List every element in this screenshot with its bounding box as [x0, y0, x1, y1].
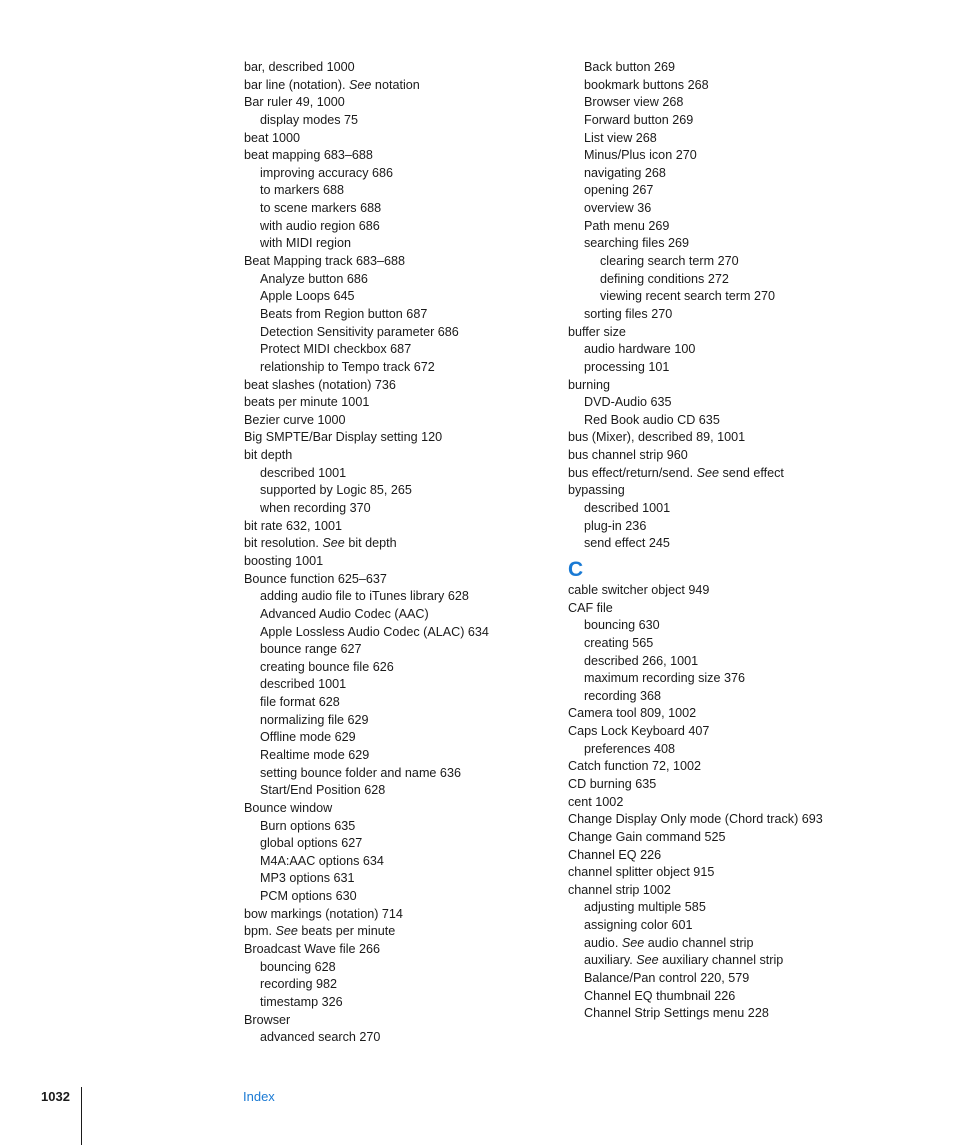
- index-entry-text: preferences 408: [584, 741, 676, 756]
- index-entry-text: Advanced Audio Codec (AAC): [260, 606, 429, 621]
- index-entry-text: audio hardware 100: [584, 342, 696, 357]
- index-entry-text: beat mapping 683–688: [244, 148, 373, 163]
- index-entry-text: to markers 688: [260, 183, 344, 198]
- index-entry-text: bounce range 627: [260, 642, 362, 657]
- index-entry: [568, 635, 868, 653]
- index-entry: [568, 723, 868, 741]
- index-entry: [244, 676, 554, 694]
- index-entry-text: overview 36: [584, 201, 652, 216]
- index-entry-text: bit depth: [244, 448, 293, 463]
- index-entry: [568, 653, 868, 671]
- index-entry-text: Bezier curve 1000: [244, 412, 346, 427]
- see-reference: See: [322, 536, 345, 551]
- index-entry-text: bit resolution.: [244, 536, 323, 551]
- index-entry-text: boosting 1001: [244, 553, 324, 568]
- index-entry-text: creating bounce file 626: [260, 659, 394, 674]
- index-entry: [244, 747, 554, 765]
- see-target: beats per minute: [297, 924, 396, 939]
- index-entry: [244, 130, 554, 148]
- index-entry: [244, 571, 554, 589]
- index-entry: [568, 776, 868, 794]
- index-entry-text: setting bounce folder and name 636: [260, 765, 461, 780]
- see-reference: See: [275, 924, 298, 939]
- index-entry: [244, 147, 554, 165]
- index-entry: [568, 94, 868, 112]
- index-entry: [568, 412, 868, 430]
- index-entry-text: Back button 269: [584, 60, 676, 74]
- index-entry: [568, 935, 868, 953]
- see-target: audio channel strip: [644, 935, 754, 950]
- index-entry: [244, 535, 554, 553]
- index-entry: [568, 758, 868, 776]
- index-entry: [244, 870, 554, 888]
- index-entry-text: Big SMPTE/Bar Display setting 120: [244, 430, 443, 445]
- see-target: notation: [371, 77, 420, 92]
- index-entry: [244, 941, 554, 959]
- index-entry: [244, 253, 554, 271]
- index-entry: [244, 1029, 554, 1047]
- index-entry: [244, 729, 554, 747]
- index-entry-text: MP3 options 631: [260, 871, 355, 886]
- index-entry: [568, 253, 868, 271]
- footer-divider: [81, 1087, 82, 1145]
- index-entry: [244, 782, 554, 800]
- index-entry-text: timestamp 326: [260, 994, 343, 1009]
- index-entry: [568, 59, 868, 77]
- index-group-c: [568, 582, 868, 1023]
- index-entry: [244, 818, 554, 836]
- see-target: send effect: [719, 465, 784, 480]
- index-entry: [568, 864, 868, 882]
- index-entry: [568, 1005, 868, 1023]
- index-entry-text: described 266, 1001: [584, 653, 699, 668]
- index-entry: [244, 500, 554, 518]
- index-entry-text: Change Display Only mode (Chord track) 693: [568, 812, 823, 827]
- see-reference: See: [621, 935, 645, 950]
- index-entry-text: CD burning 635: [568, 776, 657, 791]
- index-entry-text: display modes 75: [260, 112, 359, 127]
- index-entry: [568, 811, 868, 829]
- index-entry: [568, 518, 868, 536]
- index-entry-text: auxiliary.: [584, 953, 637, 968]
- index-entry: [244, 976, 554, 994]
- index-entry-text: Browser: [244, 1012, 291, 1027]
- see-target: auxiliary channel strip: [658, 953, 784, 968]
- index-entry: [244, 659, 554, 677]
- index-entry-text: bar line (notation).: [244, 77, 350, 92]
- index-entry-text: global options 627: [260, 836, 363, 851]
- index-entry: [244, 377, 554, 395]
- index-entry-text: buffer size: [568, 324, 626, 339]
- index-entry-text: supported by Logic 85, 265: [260, 483, 412, 498]
- index-entry: [244, 165, 554, 183]
- index-entry-text: described 1001: [260, 465, 347, 480]
- index-entry-text: beats per minute 1001: [244, 395, 370, 410]
- index-entry-text: defining conditions 272: [600, 271, 729, 286]
- footer-section-title: Index: [243, 1089, 275, 1104]
- index-entry-text: Apple Lossless Audio Codec (ALAC) 634: [260, 624, 489, 639]
- index-entry: [244, 588, 554, 606]
- index-entry-text: Analyze button 686: [260, 271, 368, 286]
- index-entry-text: Red Book audio CD 635: [584, 412, 720, 427]
- index-entry-text: with MIDI region: [260, 236, 351, 251]
- see-reference: See: [696, 465, 720, 480]
- index-entry-text: channel splitter object 915: [568, 865, 715, 880]
- index-entry-text: adding audio file to iTunes library 628: [260, 589, 469, 604]
- index-entry: [568, 288, 868, 306]
- index-entry-text: with audio region 686: [260, 218, 380, 233]
- index-entry: [568, 688, 868, 706]
- index-entry-text: sorting files 270: [584, 306, 673, 321]
- index-entry-text: M4A:AAC options 634: [260, 853, 384, 868]
- index-entry-text: Start/End Position 628: [260, 783, 386, 798]
- index-entry-text: Forward button 269: [584, 112, 694, 127]
- index-entry: [568, 359, 868, 377]
- index-entry: [568, 482, 868, 500]
- index-entry-text: channel strip 1002: [568, 882, 671, 897]
- index-entry: [244, 853, 554, 871]
- index-entry: [244, 324, 554, 342]
- index-column-right: [568, 59, 868, 1023]
- index-entry-text: advanced search 270: [260, 1030, 381, 1045]
- index-entry: [244, 306, 554, 324]
- index-entry-text: Channel EQ 226: [568, 847, 662, 862]
- index-entry-text: processing 101: [584, 359, 670, 374]
- index-entry: [568, 899, 868, 917]
- index-entry: [568, 130, 868, 148]
- index-entry-text: Path menu 269: [584, 218, 670, 233]
- index-entry-text: Beats from Region button 687: [260, 306, 428, 321]
- index-entry: [568, 970, 868, 988]
- index-entry: [244, 606, 554, 624]
- index-entry-text: bar, described 1000: [244, 60, 355, 74]
- page-number: 1032: [41, 1089, 70, 1104]
- index-entry: [244, 447, 554, 465]
- index-entry: [568, 77, 868, 95]
- index-entry: [568, 235, 868, 253]
- index-entry-text: Channel EQ thumbnail 226: [584, 988, 736, 1003]
- index-entry: [244, 112, 554, 130]
- index-entry-text: bookmark buttons 268: [584, 77, 709, 92]
- index-entry-text: Change Gain command 525: [568, 829, 726, 844]
- index-entry-text: Catch function 72, 1002: [568, 759, 702, 774]
- index-entry: [244, 624, 554, 642]
- index-entry-text: normalizing file 629: [260, 712, 369, 727]
- index-entry-text: send effect 245: [584, 536, 670, 551]
- index-entry-text: Bar ruler 49, 1000: [244, 95, 345, 110]
- index-entry-text: Burn options 635: [260, 818, 356, 833]
- index-entry-text: Detection Sensitivity parameter 686: [260, 324, 459, 339]
- index-entry: [568, 705, 868, 723]
- index-entry-text: bit rate 632, 1001: [244, 518, 343, 533]
- index-entry-text: Offline mode 629: [260, 730, 356, 745]
- index-entry: [568, 271, 868, 289]
- index-entry: [244, 77, 554, 95]
- index-entry-text: described 1001: [260, 677, 347, 692]
- index-entry: [568, 952, 868, 970]
- index-entry: [568, 182, 868, 200]
- index-entry-text: CAF file: [568, 600, 613, 615]
- index-entry: [568, 377, 868, 395]
- index-entry: [568, 165, 868, 183]
- index-entry: [244, 835, 554, 853]
- index-entry-text: cent 1002: [568, 794, 624, 809]
- index-entry-text: bouncing 628: [260, 959, 336, 974]
- index-entry-text: viewing recent search term 270: [600, 289, 775, 304]
- index-entry-text: searching files 269: [584, 236, 690, 251]
- index-entry: [568, 324, 868, 342]
- index-entry-text: burning: [568, 377, 611, 392]
- index-entry: [244, 394, 554, 412]
- index-entry-text: beat slashes (notation) 736: [244, 377, 396, 392]
- index-entry: [568, 741, 868, 759]
- index-entry: [244, 959, 554, 977]
- index-entry: [568, 829, 868, 847]
- index-entry: [568, 447, 868, 465]
- index-entry-text: to scene markers 688: [260, 201, 382, 216]
- index-entry: [568, 112, 868, 130]
- index-entry: [568, 394, 868, 412]
- index-entry-text: Caps Lock Keyboard 407: [568, 724, 710, 739]
- index-entry: [568, 600, 868, 618]
- index-entry: [568, 847, 868, 865]
- index-entry-text: Apple Loops 645: [260, 289, 355, 304]
- index-entry: [568, 794, 868, 812]
- index-entry-text: Broadcast Wave file 266: [244, 942, 381, 957]
- index-entry-text: Realtime mode 629: [260, 747, 370, 762]
- index-entry: [244, 800, 554, 818]
- index-entry-text: beat 1000: [244, 130, 301, 145]
- index-entry: [568, 500, 868, 518]
- index-entry: [568, 465, 868, 483]
- index-entry-text: improving accuracy 686: [260, 165, 393, 180]
- index-entry: [244, 59, 554, 77]
- index-entry-text: Browser view 268: [584, 95, 684, 110]
- index-entry: [568, 306, 868, 324]
- index-entry-text: cable switcher object 949: [568, 582, 710, 597]
- index-entry: [244, 271, 554, 289]
- index-entry: [244, 359, 554, 377]
- index-entry-text: PCM options 630: [260, 889, 357, 904]
- index-entry-text: bow markings (notation) 714: [244, 906, 403, 921]
- index-entry: [244, 482, 554, 500]
- see-reference: See: [349, 77, 372, 92]
- index-entry: [244, 553, 554, 571]
- index-entry: [244, 235, 554, 253]
- index-entry-text: audio.: [584, 935, 622, 950]
- index-entry-text: bypassing: [568, 483, 625, 498]
- index-entry-text: Bounce window: [244, 800, 333, 815]
- index-entry-text: Protect MIDI checkbox 687: [260, 342, 412, 357]
- index-entry: [568, 988, 868, 1006]
- index-entry-text: Channel Strip Settings menu 228: [584, 1006, 769, 1021]
- index-entry-text: maximum recording size 376: [584, 671, 745, 686]
- index-entry-text: Minus/Plus icon 270: [584, 148, 697, 163]
- index-entry: [244, 906, 554, 924]
- index-entry: [568, 218, 868, 236]
- index-entry: [568, 341, 868, 359]
- index-entry: [244, 465, 554, 483]
- index-group-b-continued: [568, 59, 868, 553]
- see-reference: See: [636, 953, 659, 968]
- index-entry: [568, 200, 868, 218]
- index-entry: [568, 882, 868, 900]
- index-entry: [244, 994, 554, 1012]
- index-entry-text: DVD-Audio 635: [584, 395, 672, 410]
- index-entry: [568, 582, 868, 600]
- index-entry: [568, 147, 868, 165]
- index-column-left: [244, 59, 554, 1047]
- index-entry-text: bus channel strip 960: [568, 448, 688, 463]
- index-entry-text: plug-in 236: [584, 518, 647, 533]
- index-entry-text: when recording 370: [260, 501, 371, 516]
- index-entry: [244, 694, 554, 712]
- index-entry-text: assigning color 601: [584, 918, 693, 933]
- index-entry: [244, 712, 554, 730]
- index-entry: [244, 341, 554, 359]
- section-letter-c: C: [568, 557, 584, 581]
- index-entry-text: bus (Mixer), described 89, 1001: [568, 430, 746, 445]
- index-entry-text: recording 368: [584, 688, 662, 703]
- index-entry: [568, 617, 868, 635]
- index-entry-text: adjusting multiple 585: [584, 900, 706, 915]
- index-entry-text: Camera tool 809, 1002: [568, 706, 697, 721]
- index-entry: [568, 670, 868, 688]
- index-entry: [568, 429, 868, 447]
- index-entry: [244, 94, 554, 112]
- index-entry-text: creating 565: [584, 635, 654, 650]
- index-entry: [244, 200, 554, 218]
- index-entry-text: navigating 268: [584, 165, 666, 180]
- index-entry-text: opening 267: [584, 183, 654, 198]
- index-entry-text: bus effect/return/send.: [568, 465, 697, 480]
- index-entry: [244, 218, 554, 236]
- index-entry-text: Balance/Pan control 220, 579: [584, 971, 750, 986]
- index-entry: [244, 412, 554, 430]
- index-entry-text: recording 982: [260, 977, 338, 992]
- index-entry-text: List view 268: [584, 130, 657, 145]
- index-entry: [244, 288, 554, 306]
- index-entry: [568, 535, 868, 553]
- index-entry-text: Bounce function 625–637: [244, 571, 387, 586]
- see-target: bit depth: [344, 536, 397, 551]
- index-entry-text: relationship to Tempo track 672: [260, 359, 435, 374]
- index-entry: [244, 518, 554, 536]
- index-entry: [244, 923, 554, 941]
- index-entry-text: bpm.: [244, 924, 276, 939]
- index-entry-text: file format 628: [260, 695, 340, 710]
- index-entry-text: Beat Mapping track 683–688: [244, 254, 406, 269]
- index-entry-text: described 1001: [584, 501, 671, 516]
- index-entry: [244, 182, 554, 200]
- index-entry: [244, 888, 554, 906]
- index-entry-text: bouncing 630: [584, 618, 660, 633]
- index-entry: [244, 429, 554, 447]
- index-entry: [568, 917, 868, 935]
- index-entry: [244, 1012, 554, 1030]
- index-entry-text: clearing search term 270: [600, 254, 739, 269]
- index-entry: [244, 641, 554, 659]
- index-entry: [244, 765, 554, 783]
